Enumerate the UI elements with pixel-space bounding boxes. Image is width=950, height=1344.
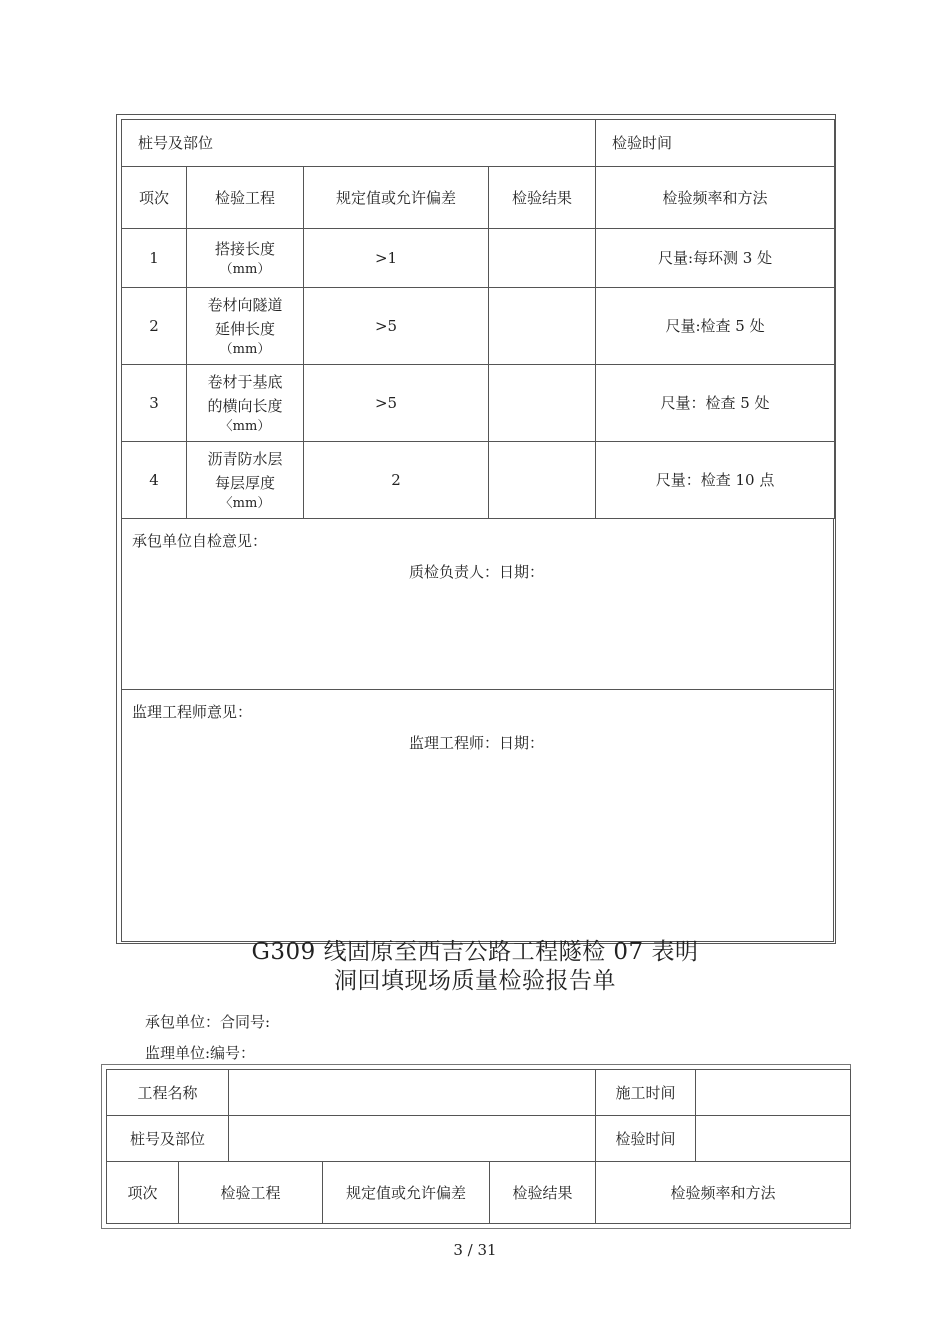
row-method: 尺量：检查 5 处 — [596, 365, 835, 442]
inspection-table-1 — [121, 119, 835, 519]
row-method: 尺量:检查 5 处 — [596, 288, 835, 365]
row-method: 尺量：检查 10 点 — [596, 442, 835, 519]
table-row — [122, 229, 835, 288]
row-item-line: 卷材向隧道 — [207, 296, 283, 314]
row-no: 4 — [122, 442, 187, 519]
supervisor-opinion-label: 监理工程师意见： — [132, 703, 253, 721]
table-row — [122, 365, 835, 442]
row-item — [187, 229, 304, 288]
project-name-label: 工程名称 — [107, 1070, 229, 1116]
row-item-line: 沥青防水层 — [207, 450, 283, 468]
inspection-time-label-2: 检验时间 — [596, 1116, 696, 1162]
table-row — [122, 288, 835, 365]
row-item — [187, 365, 304, 442]
row-result[interactable] — [489, 365, 596, 442]
project-name-value[interactable] — [229, 1070, 596, 1116]
supervisor-opinion-box[interactable] — [121, 689, 834, 942]
contractor-opinion-box[interactable] — [121, 518, 834, 690]
page-number: 3 / 31 — [453, 1241, 497, 1259]
row-item-line: （mm） — [219, 342, 271, 357]
contractor-opinion-label: 承包单位自检意见： — [132, 532, 268, 550]
location-label-2: 桩号及部位 — [107, 1116, 229, 1162]
table-row — [122, 442, 835, 519]
col-header-spec-2: 规定值或允许偏差 — [323, 1162, 490, 1224]
row-item — [187, 288, 304, 365]
col-header-no: 项次 — [122, 167, 187, 229]
row-spec: >5 — [304, 288, 489, 365]
col-header-method: 检验频率和方法 — [596, 167, 835, 229]
row-method: 尺量:每环测 3 处 — [596, 229, 835, 288]
row-spec: >1 — [304, 229, 489, 288]
contractor-contract-line: 承包单位：合同号: — [145, 1013, 271, 1031]
supervisor-number-line: 监理单位:编号： — [145, 1044, 256, 1062]
row-item-line: 搭接长度 — [214, 240, 275, 258]
row-no: 3 — [122, 365, 187, 442]
col-header-spec: 规定值或允许偏差 — [304, 167, 489, 229]
row-item-line: （mm） — [219, 262, 271, 277]
col-header-item: 检验工程 — [187, 167, 304, 229]
row-result[interactable] — [489, 229, 596, 288]
construction-time-label: 施工时间 — [596, 1070, 696, 1116]
qc-signature-line: 质检负责人：日期： — [409, 563, 545, 581]
construction-time-value[interactable] — [696, 1070, 851, 1116]
location-value-2[interactable] — [229, 1116, 596, 1162]
row-item-line: 延伸长度 — [214, 320, 275, 338]
inspection-time-value-2[interactable] — [696, 1116, 851, 1162]
row-item-line: 每层厚度 — [214, 474, 275, 492]
row-spec: >5 — [304, 365, 489, 442]
row-item-line: 〈mm） — [219, 419, 271, 434]
col-header-result-2: 检验结果 — [490, 1162, 596, 1224]
supervisor-signature-line: 监理工程师：日期： — [409, 734, 545, 752]
row-result[interactable] — [489, 442, 596, 519]
row-spec: 2 — [304, 442, 489, 519]
row-no: 2 — [122, 288, 187, 365]
row-no: 1 — [122, 229, 187, 288]
col-header-method-2: 检验频率和方法 — [596, 1162, 851, 1224]
col-header-no-2: 项次 — [107, 1162, 179, 1224]
inspection-table-2 — [106, 1069, 851, 1224]
col-header-item-2: 检验工程 — [179, 1162, 323, 1224]
row-result[interactable] — [489, 288, 596, 365]
inspection-time-label: 检验时间 — [596, 120, 835, 167]
location-label: 桩号及部位 — [122, 120, 596, 167]
row-item-line: 的横向长度 — [207, 397, 283, 415]
document-title-line1: G309 线固原至西吉公路工程隧检 07 表明 — [251, 939, 699, 965]
row-item-line: 〈mm） — [219, 496, 271, 511]
row-item-line: 卷材于基底 — [207, 373, 283, 391]
row-item — [187, 442, 304, 519]
col-header-result: 检验结果 — [489, 167, 596, 229]
document-title-line2: 洞回填现场质量检验报告单 — [334, 968, 616, 994]
